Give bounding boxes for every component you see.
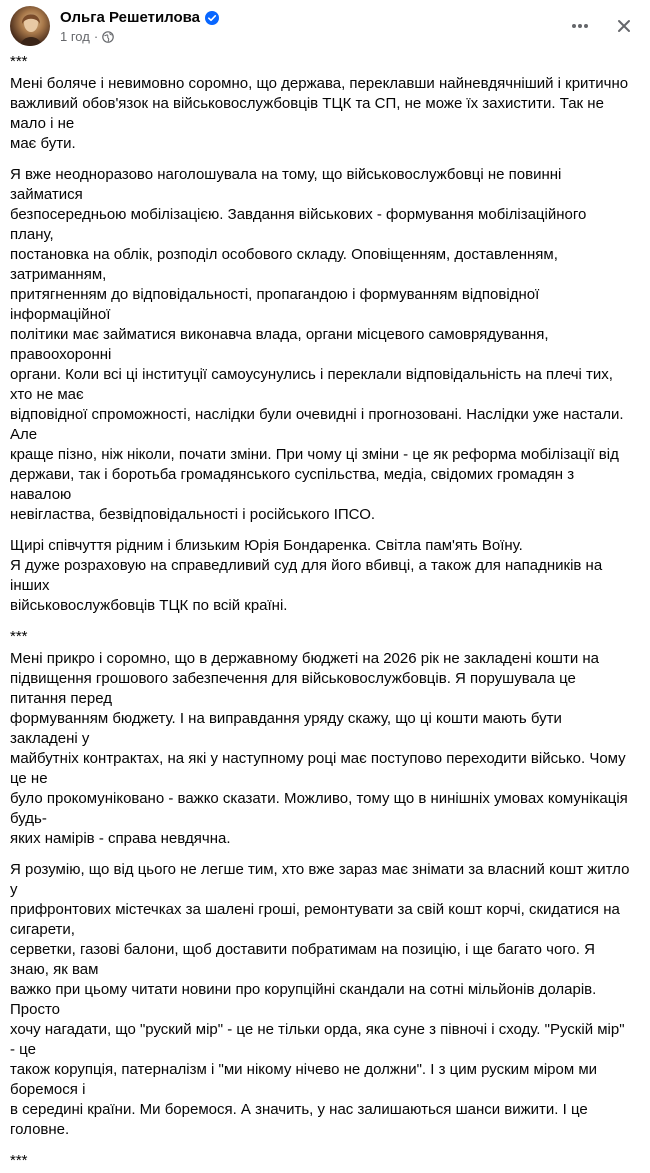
post-paragraph: Мені боляче і невимовно соромно, що держава, переклавши найневдячніший і критично важливий обов'язок на військовослужбовців ТЦК та СП, не може їх захистити. Так не мало і не має бути. bbox=[10, 75, 629, 152]
close-button[interactable] bbox=[606, 8, 642, 44]
avatar-portrait-icon bbox=[10, 6, 50, 46]
more-horizontal-icon bbox=[570, 16, 590, 36]
more-options-button[interactable] bbox=[562, 8, 598, 44]
author-avatar[interactable] bbox=[10, 6, 50, 46]
post-paragraph: Я вже неодноразово наголошувала на тому, що військовослужбовці не повинні займатися безпосередньою мобілізацією. Завдання військових - формування мобілізаційного плану, постановка на облік, розподіл особового складу. Оповіщенням, доставленням, затриманням, притягненням до відповідальності, пропагандою і формуванням відповідної інформаційної політики має займатися виконавча влада, органи місцевого самоврядування, правоохоронні органи. Коли всі ці інституції самоусунулись і переклали відповідальність на плечі тих, хто не має відповідної спроможності, наслідки були очевидні і прогнозовані. Наслідки уже настали. Але краще пізно, ніж ніколи, почати зміни. При чому ці зміни - це як реформа мобілізації від держави, так і боротьба громадянського суспільства, медіа, свідомих громадян з навалою невігластва, безвідповідальності і російського ІПСО. bbox=[10, 166, 624, 523]
verified-badge-icon bbox=[205, 11, 219, 25]
post-header bbox=[0, 0, 650, 52]
meta-separator: · bbox=[93, 29, 99, 44]
post-meta bbox=[60, 29, 114, 44]
author-name: Ольга Решетилова bbox=[60, 9, 201, 26]
post-separator: *** bbox=[10, 53, 28, 70]
globe-icon[interactable] bbox=[102, 31, 114, 43]
post-separator: *** bbox=[10, 628, 28, 645]
post-separator: *** bbox=[10, 1152, 28, 1169]
post-paragraph: Щирі співчуття рідним і близьким Юрія Бондаренка. Світла пам'ять Воїну. Я дуже розраховую на справедливий суд для його вбивці, а також для нападників на інших військовослужбовців ТЦК по всій країні. bbox=[10, 537, 603, 614]
author-name-link[interactable] bbox=[60, 9, 219, 26]
post-paragraph: Мені прикро і соромно, що в державному бюджеті на 2026 рік не закладені кошти на підвищення грошового забезпечення для військовослужбовців. Я порушувала це питання перед формуванням бюджету. І на виправдання уряду скажу, що ці кошти мають бути закладені у майбутніх контрактах, на які у наступному році має поступово переходити військо. Чому це не було прокомуніковано - важко сказати. Можливо, тому що в нинішніх умовах комунікація будь- яких намірів - справа невдячна. bbox=[10, 650, 628, 847]
post-body bbox=[10, 52, 630, 1173]
post-paragraph: Я розумію, що від цього не легше тим, хто вже зараз має знімати за власний кошт житло у прифронтових містечках за шалені гроші, ремонтувати за свій кошт корчі, скидатися на сигарети, серветки, газові балони, щоб доставити побратимам на позицію, і ще багато чого. Я знаю, як вам важко при цьому читати новини про корупційні скандали на сотні мільйонів доларів. Просто хочу нагадати, що "руский мір" - це не тільки орда, яка суне з півночі і сходу. "Рускій мір" - це також корупція, патерналізм і "ми нікому нічево не должни". І з цим руским міром ми боремося і в середині країни. Ми боремося. А значить, у нас залишаються шанси вижити. І це головне. bbox=[10, 861, 630, 1138]
close-icon bbox=[614, 16, 634, 36]
post-timestamp[interactable]: 1 год bbox=[60, 29, 90, 44]
